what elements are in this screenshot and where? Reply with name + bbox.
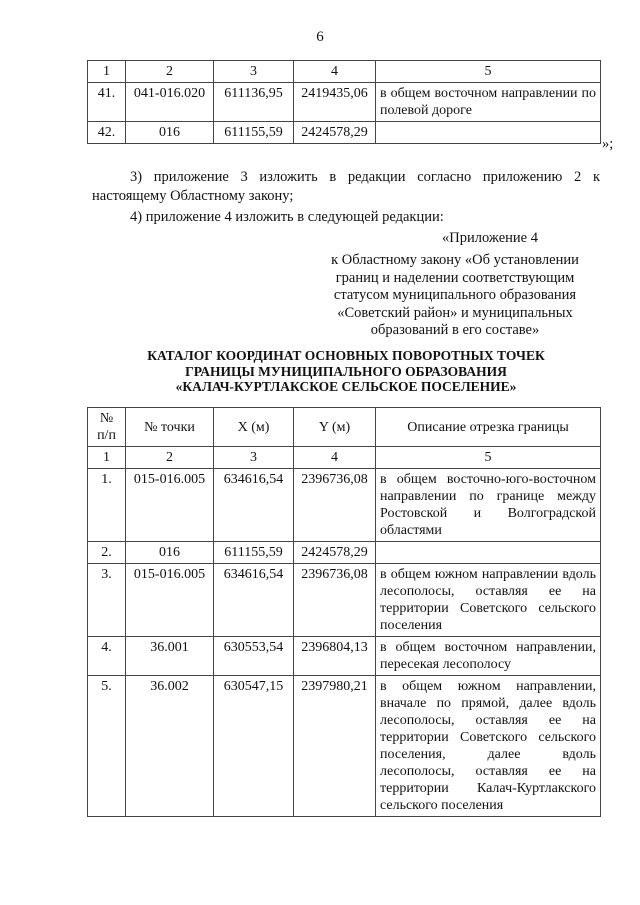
col-number: 4 [294, 447, 376, 469]
header-point: № точки [126, 408, 214, 447]
point-id: 016 [126, 542, 214, 564]
point-id: 015-016.005 [126, 564, 214, 637]
table-header-row [88, 61, 601, 83]
segment-description [376, 542, 601, 564]
y-coord: 2424578,29 [294, 542, 376, 564]
point-id: 36.002 [126, 676, 214, 817]
closing-quote: »; [602, 136, 614, 152]
table-row [88, 122, 601, 144]
appendix-line: к Областному закону «Об установлении [331, 252, 579, 268]
header-number-line: п/п [97, 428, 116, 443]
col-number: 2 [126, 61, 214, 83]
point-id: 015-016.005 [126, 469, 214, 542]
title-line: ГРАНИЦЫ МУНИЦИПАЛЬНОГО ОБРАЗОВАНИЯ [185, 363, 507, 379]
x-coord: 611136,95 [214, 83, 294, 122]
paragraph-4: 4) приложение 4 изложить в следующей редакции: [130, 209, 444, 225]
appendix-line: статусом муниципального образования [333, 287, 577, 303]
row-index: 3. [88, 564, 126, 637]
coordinates-table-continued [87, 60, 601, 144]
appendix-line: границ и наделении соответствующим [335, 269, 575, 286]
table-row [88, 676, 601, 817]
catalog-title [92, 348, 600, 395]
x-coord: 611155,59 [214, 542, 294, 564]
col-number: 1 [88, 447, 126, 469]
y-coord: 2396736,08 [294, 469, 376, 542]
point-id: 041-016.020 [126, 83, 214, 122]
appendix-caption [310, 252, 600, 340]
row-index: 2. [88, 542, 126, 564]
y-coord: 2396736,08 [294, 564, 376, 637]
y-coord: 2419435,06 [294, 83, 376, 122]
col-number: 4 [294, 61, 376, 83]
col-number: 2 [126, 447, 214, 469]
table-row [88, 564, 601, 637]
header-y: Y (м) [294, 408, 376, 447]
title-line: КАТАЛОГ КООРДИНАТ ОСНОВНЫХ ПОВОРОТНЫХ ТОЧЕК [147, 348, 545, 363]
table-row [88, 542, 601, 564]
col-number: 3 [214, 61, 294, 83]
row-index: 42. [88, 122, 126, 144]
row-index: 5. [88, 676, 126, 817]
row-index: 4. [88, 637, 126, 676]
appendix-line: образований в его составе» [370, 322, 540, 338]
paragraph-3: 3) приложение 3 изложить в редакции согласно приложению 2 к настоящему Областному закону; [92, 169, 600, 204]
col-number: 3 [214, 447, 294, 469]
col-number: 5 [376, 447, 601, 469]
y-coord: 2397980,21 [294, 676, 376, 817]
page-number: 6 [316, 29, 324, 45]
title-line: «КАЛАЧ-КУРТЛАКСКОЕ СЕЛЬСКОЕ ПОСЕЛЕНИЕ» [175, 379, 517, 394]
segment-description [376, 122, 601, 144]
appendix-line: «Советский район» и муниципальных [337, 304, 573, 321]
segment-description: в общем восточно-юго-восточном направлении по границе между Ростовской и Волгоградской областями [376, 469, 601, 542]
coordinates-catalog-table [87, 407, 601, 817]
table-row [88, 637, 601, 676]
header-number-line: № [99, 411, 114, 426]
row-index: 41. [88, 83, 126, 122]
segment-description: в общем южном направлении, вначале по прямой, далее вдоль лесополосы, оставляя ее на территории Советского сельского поселения, далее вдоль лесополосы, оставляя ее на территории Калач-Куртлакского сельского поселения [376, 676, 601, 817]
x-coord: 611155,59 [214, 122, 294, 144]
row-index: 1. [88, 469, 126, 542]
appendix-title: «Приложение 4 [442, 230, 538, 246]
header-description: Описание отрезка границы [376, 408, 601, 447]
table-column-numbers [88, 447, 601, 469]
y-coord: 2396804,13 [294, 637, 376, 676]
segment-description: в общем южном направлении вдоль лесополосы, оставляя ее на территории Советского сельского поселения [376, 564, 601, 637]
col-number: 5 [376, 61, 601, 83]
y-coord: 2424578,29 [294, 122, 376, 144]
col-number: 1 [88, 61, 126, 83]
header-number [88, 408, 126, 447]
x-coord: 630547,15 [214, 676, 294, 817]
x-coord: 634616,54 [214, 469, 294, 542]
header-x: X (м) [214, 408, 294, 447]
x-coord: 634616,54 [214, 564, 294, 637]
table-header-row [88, 408, 601, 447]
table-row [88, 469, 601, 542]
point-id: 36.001 [126, 637, 214, 676]
segment-description: в общем восточном направлении, пересекая лесополосу [376, 637, 601, 676]
point-id: 016 [126, 122, 214, 144]
table-row [88, 83, 601, 122]
x-coord: 630553,54 [214, 637, 294, 676]
segment-description: в общем восточном направлении по полевой дороге [376, 83, 601, 122]
